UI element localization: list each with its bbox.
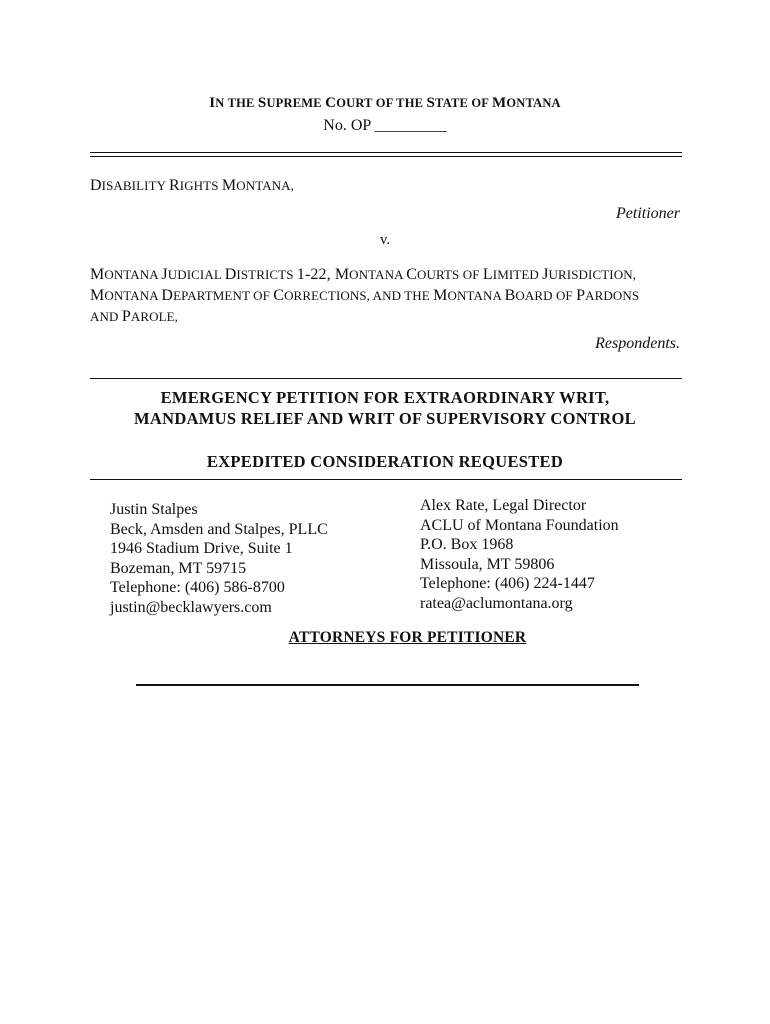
smallcaps-rest: ORRECTIONS, AND THE — [284, 288, 434, 303]
smallcaps-initial: P — [121, 308, 131, 325]
smallcaps-rest: ONTANA — [104, 267, 162, 282]
attorney-block-right — [420, 496, 619, 614]
smallcaps-rest: AND — [90, 309, 122, 324]
smallcaps-rest: ONTANA, — [236, 178, 295, 193]
smallcaps-initial: C — [273, 287, 285, 304]
smallcaps-rest: N THE — [215, 96, 258, 110]
respondents-line-3 — [90, 306, 690, 327]
versus-label: v. — [379, 232, 391, 248]
smallcaps-initial: S — [257, 95, 267, 111]
smallcaps-rest: AROLE, — [130, 309, 179, 324]
smallcaps-rest: TATE OF — [435, 96, 492, 110]
smallcaps-initial: I — [209, 95, 216, 111]
signature-rule — [136, 684, 639, 686]
smallcaps-initial: C — [406, 266, 418, 283]
smallcaps-rest: EPARTMENT OF — [173, 288, 274, 303]
petitioner-name — [90, 177, 294, 195]
smallcaps-initial: M — [221, 177, 237, 194]
attorney-left-address: 1946 Stadium Drive, Suite 1 — [110, 540, 293, 558]
court-header — [0, 95, 770, 112]
case-number: No. OP _________ — [323, 117, 447, 134]
smallcaps-rest: ISTRICTS — [236, 267, 297, 282]
title-top-rule — [90, 378, 682, 379]
smallcaps-initial: J — [161, 266, 168, 283]
attorney-left-city: Bozeman, MT 59715 — [110, 559, 247, 577]
attorney-block-left — [110, 500, 328, 618]
smallcaps-initial: D — [224, 266, 237, 283]
attorney-right-city: Missoula, MT 59806 — [420, 555, 555, 573]
attorney-left-name: Justin Stalpes — [110, 501, 198, 518]
document-title-line-2: MANDAMUS RELIEF AND WRIT OF SUPERVISORY CONTROL — [134, 409, 636, 428]
smallcaps-initial: S — [426, 95, 436, 111]
respondents-line-2 — [90, 285, 690, 306]
attorney-right-name: Alex Rate, Legal Director — [420, 497, 587, 514]
smallcaps-initial: R — [168, 177, 180, 194]
smallcaps-rest: UPREME — [266, 96, 326, 110]
smallcaps-initial: M — [433, 287, 448, 304]
attorney-left-email: justin@becklawyers.com — [110, 598, 272, 616]
smallcaps-initial: B — [504, 287, 516, 304]
smallcaps-rest: OARD OF — [515, 288, 577, 303]
smallcaps-rest: OURT OF THE — [336, 96, 427, 110]
smallcaps-rest: IGHTS — [179, 178, 222, 193]
smallcaps-rest: ONTANA — [447, 288, 505, 303]
smallcaps-initial: M — [90, 287, 105, 304]
smallcaps-initial: M — [90, 266, 105, 283]
smallcaps-rest: URISDICTION, — [548, 267, 637, 282]
attorney-right-firm: ACLU of Montana Foundation — [420, 516, 619, 534]
smallcaps-rest: ARDONS — [585, 288, 640, 303]
expedited-notice: EXPEDITED CONSIDERATION REQUESTED — [206, 452, 564, 471]
smallcaps-rest: IMITED — [492, 267, 543, 282]
smallcaps-rest: ISABILITY — [101, 178, 169, 193]
attorney-right-address: P.O. Box 1968 — [420, 536, 514, 554]
smallcaps-initial: 1-22, M — [296, 266, 350, 283]
document-title-line-1: EMERGENCY PETITION FOR EXTRAORDINARY WRIT, — [160, 388, 610, 407]
smallcaps-rest: UDICIAL — [167, 267, 225, 282]
smallcaps-initial: J — [542, 266, 549, 283]
smallcaps-rest: OURTS OF — [417, 267, 483, 282]
attorney-right-email: ratea@aclumontana.org — [420, 594, 573, 612]
smallcaps-rest: ONTANA — [506, 96, 561, 110]
respondents-line-1 — [90, 264, 690, 285]
attorneys-for-heading: ATTORNEYS FOR PETITIONER — [288, 629, 527, 646]
attorney-right-phone: Telephone: (406) 224-1447 — [420, 575, 595, 593]
smallcaps-initial: C — [325, 95, 337, 111]
respondents-names — [90, 264, 690, 327]
smallcaps-initial: P — [576, 287, 586, 304]
title-bottom-rule — [90, 479, 682, 480]
smallcaps-initial: L — [482, 266, 493, 283]
header-double-rule — [90, 152, 682, 157]
smallcaps-initial: D — [161, 287, 174, 304]
attorney-left-phone: Telephone: (406) 586-8700 — [110, 579, 285, 597]
smallcaps-rest: ONTANA — [349, 267, 407, 282]
smallcaps-initial: D — [90, 177, 102, 194]
attorney-left-firm: Beck, Amsden and Stalpes, PLLC — [110, 520, 328, 538]
smallcaps-initial: M — [491, 95, 507, 111]
smallcaps-rest: ONTANA — [104, 288, 162, 303]
respondents-role-label: Respondents. — [595, 335, 680, 352]
document-title — [0, 387, 770, 429]
petitioner-role-label: Petitioner — [616, 205, 680, 222]
